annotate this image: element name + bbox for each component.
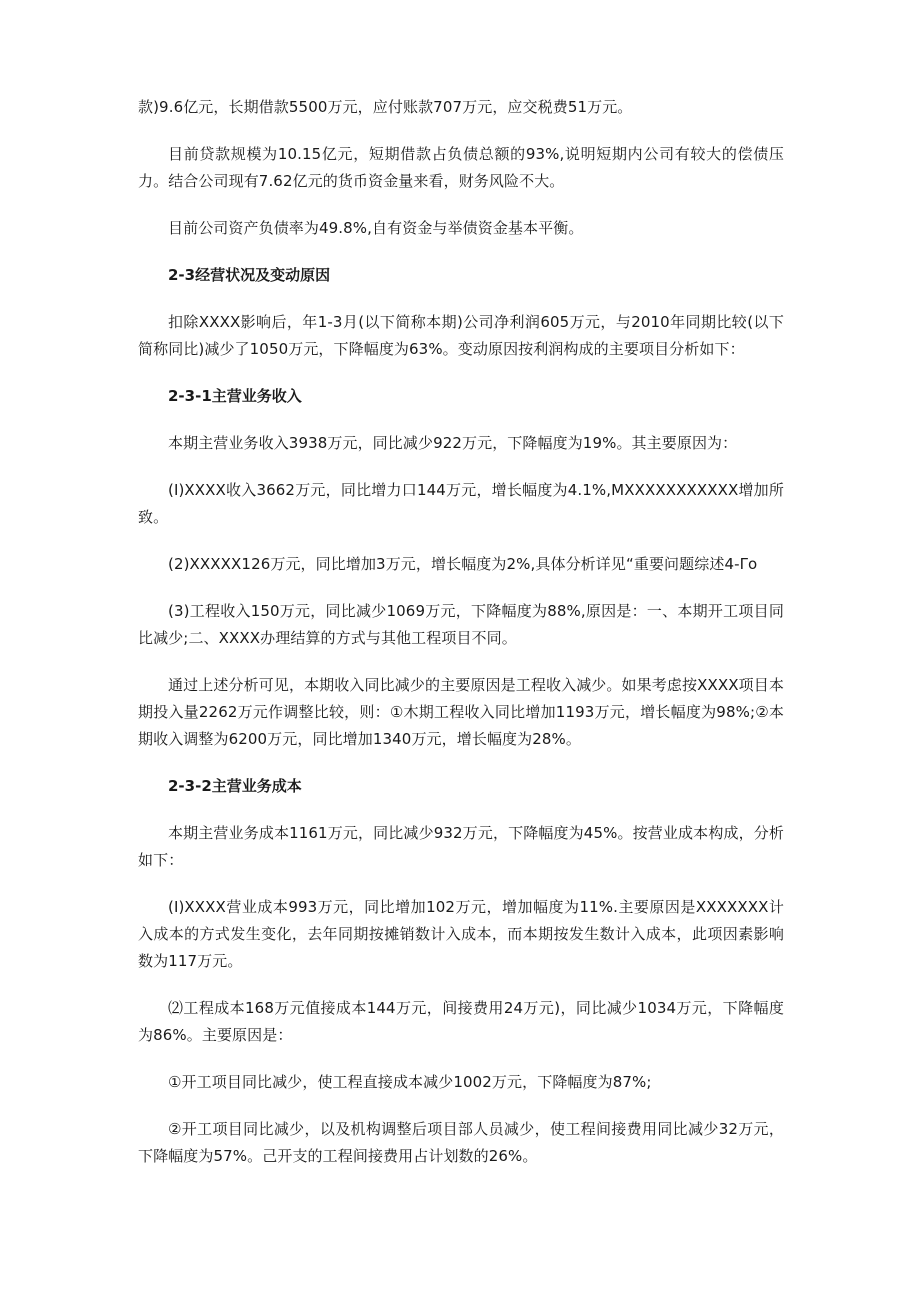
paragraph-revenue-analysis: 通过上述分析可见，本期收入同比减少的主要原因是工程收入减少。如果考虑按XXXX项目本期投入量2262万元作调整比较，则：①木期工程收入同比增加1193万元，增长幅度为98%;②本期收入调整为6200万元，同比增加1340万元，增长幅度为28%。 bbox=[138, 676, 784, 748]
document-body bbox=[138, 94, 784, 1190]
paragraph-asset-liability-ratio: 目前公司资产负债率为49.8%,自有资金与举债资金基本平衡。 bbox=[168, 219, 584, 237]
paragraph-loan-scale: 目前贷款规模为10.15亿元，短期借款占负债总额的93%,说明短期内公司有较大的偿债压力。结合公司现有7.62亿元的货币资金量来看，财务风险不大。 bbox=[138, 145, 784, 190]
paragraph-cost-item-1: (I)XXXX营业成本993万元，同比增加102万元，增加幅度为11%.主要原因是XXXXXXX计入成本的方式发生变化，去年同期按摊销数计入成本，而本期按发生数计入成本，此项因素影响数为117万元。 bbox=[138, 898, 784, 970]
paragraph-cost-overview: 本期主营业务成本1161万元，同比减少932万元，下降幅度为45%。按营业成本构成，分析如下： bbox=[138, 824, 784, 869]
paragraph-debt-summary: 款)9.6亿元，长期借款5500万元，应付账款707万元，应交税费51万元。 bbox=[138, 98, 633, 116]
paragraph-revenue-overview: 本期主营业务收入3938万元，同比减少922万元，下降幅度为19%。其主要原因为： bbox=[168, 434, 738, 452]
heading-main-cost: 2-3-2主营业务成本 bbox=[168, 777, 302, 795]
paragraph-net-profit: 扣除XXXX影响后，年1-3月(以下简称本期)公司净利润605万元，与2010年同期比较(以下简称同比)减少了1050万元，下降幅度为63%。变动原因按利润构成的主要项目分析如下： bbox=[138, 313, 784, 358]
paragraph-revenue-item-2: (2)XXXXX126万元，同比增加3万元，增长幅度为2%,具体分析详见“重要问题综述4-Γo bbox=[168, 555, 758, 573]
paragraph-revenue-item-3: (3)工程收入150万元，同比减少1069万元，下降幅度为88%,原因是：一、本期开工项目同比减少;二、XXXX办理结算的方式与其他工程项目不同。 bbox=[138, 602, 784, 647]
paragraph-revenue-item-1: (I)XXXX收入3662万元，同比增力口144万元，增长幅度为4.1%,MXXXXXXXXXXX增加所致。 bbox=[138, 481, 784, 526]
paragraph-cost-item-2: ⑵工程成本168万元值接成本144万元，间接费用24万元)，同比减少1034万元，下降幅度为86%。主要原因是： bbox=[138, 999, 784, 1044]
paragraph-cost-reason-2: ②开工项目同比减少，以及机构调整后项目部人员减少，使工程间接费用同比减少32万元，下降幅度为57%。己开支的工程间接费用占计划数的26%。 bbox=[138, 1120, 784, 1165]
heading-main-revenue: 2-3-1主营业务收入 bbox=[168, 387, 302, 405]
heading-operating-status: 2-3经营状况及变动原因 bbox=[168, 266, 331, 284]
paragraph-cost-reason-1: ①开工项目同比减少，使工程直接成本减少1002万元，下降幅度为87%; bbox=[168, 1073, 652, 1091]
